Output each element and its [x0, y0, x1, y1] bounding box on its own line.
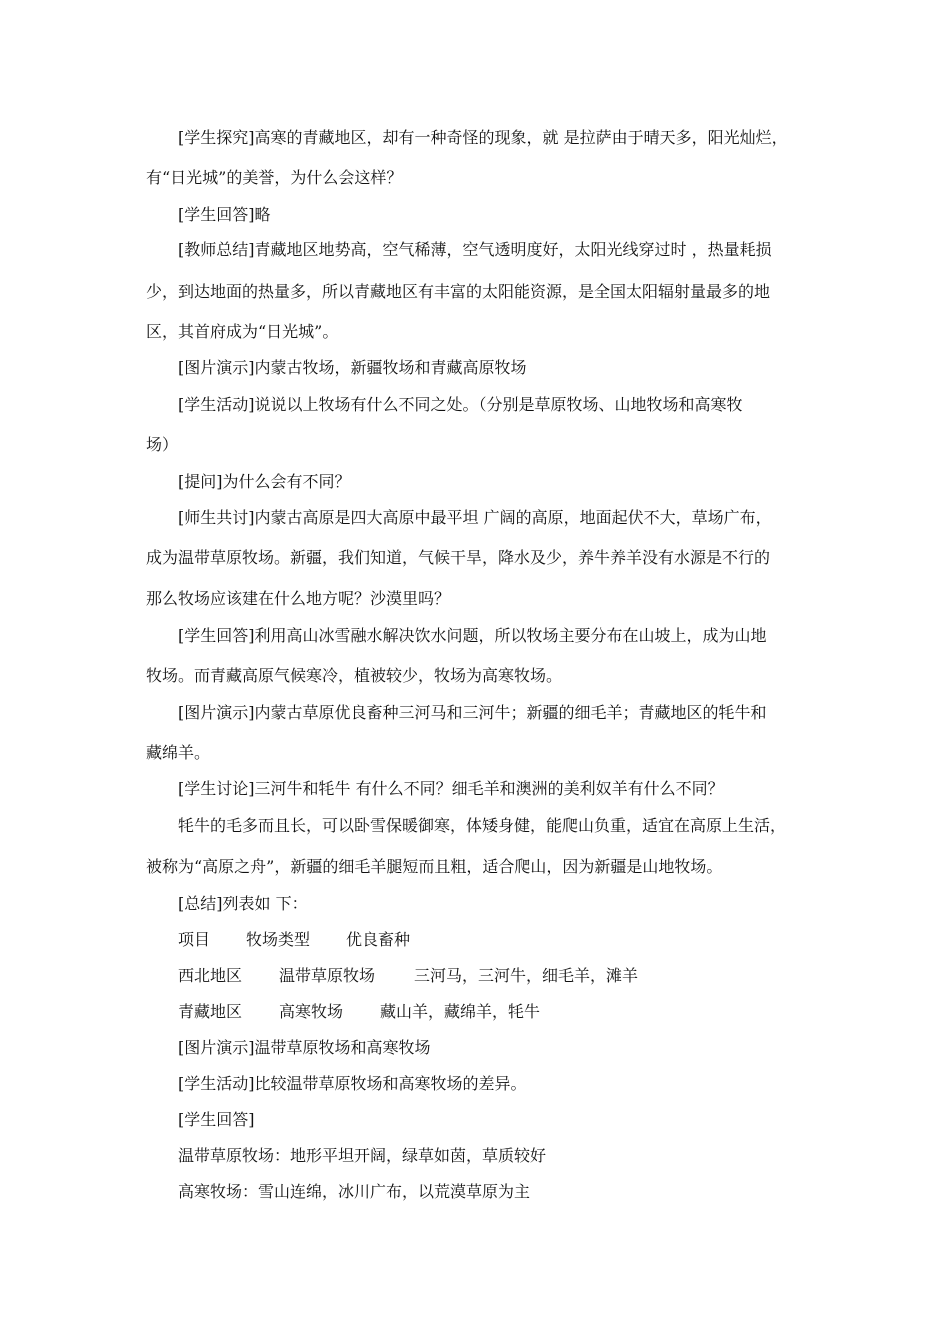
text-line: [图片演示]内蒙古草原优良畜种三河马和三河牛；新疆的细毛羊；青藏地区的牦牛和	[178, 703, 767, 722]
text-line: [图片演示]内蒙古牧场，新疆牧场和青藏高原牧场	[178, 358, 527, 377]
table-cell: 高寒牧场	[279, 1002, 344, 1021]
text-line: [学生回答]略	[178, 205, 271, 224]
text-line: 成为温带草原牧场。新疆，我们知道，气候干旱，降水及少，养牛养羊没有水源是不行的	[146, 548, 771, 567]
table-header-cell: 项目	[178, 930, 211, 949]
table-row	[178, 966, 638, 986]
text-line: 牧场。而青藏高原气候寒冷，植被较少，牧场为高寒牧场。	[146, 666, 563, 685]
table-cell: 青藏地区	[178, 1002, 243, 1021]
text-line: 温带草原牧场：地形平坦开阔，绿草如茵，草质较好	[178, 1146, 547, 1165]
text-line: [学生回答]	[178, 1110, 255, 1129]
text-line: [学生回答]利用高山冰雪融水解决饮水问题，所以牧场主要分布在山坡上，成为山地	[178, 626, 767, 645]
table-cell: 三河马，三河牛，细毛羊，滩羊	[414, 966, 639, 985]
text-line: [师生共讨]内蒙古高原是四大高原中最平坦 广阔的高原，地面起伏不大，草场广布，	[178, 508, 772, 527]
table-cell: 藏山羊，藏绵羊，牦牛	[380, 1002, 541, 1021]
text-line: 有“日光城”的美誉，为什么会这样？	[146, 168, 403, 187]
text-line: 牦牛的毛多而且长，可以卧雪保暖御寒，体矮身健，能爬山负重，适宜在高原上生活，	[178, 816, 787, 835]
text-line: 区，其首府成为“日光城”。	[146, 322, 339, 341]
text-line: [学生活动]比较温带草原牧场和高寒牧场的差异。	[178, 1074, 527, 1093]
text-line: 藏绵羊。	[146, 743, 211, 762]
table-row	[178, 1002, 540, 1022]
text-line: 被称为“高原之舟”，新疆的细毛羊腿短而且粗，适合爬山，因为新疆是山地牧场。	[146, 857, 723, 876]
table-header-cell: 优良畜种	[346, 930, 411, 949]
text-line: [学生活动]说说以上牧场有什么不同之处。（分别是草原牧场、山地牧场和高寒牧	[178, 395, 743, 414]
text-line: 场）	[146, 435, 179, 454]
text-line: [提问]为什么会有不同？	[178, 472, 351, 491]
text-line: 那么牧场应该建在什么地方呢？沙漠里吗？	[146, 589, 451, 608]
text-line: [教师总结]青藏地区地势高，空气稀薄，空气透明度好，太阳光线穿过时 ，热量耗损	[178, 240, 772, 259]
text-line: 少，到达地面的热量多，所以青藏地区有丰富的太阳能资源，是全国太阳辐射量最多的地	[146, 282, 771, 301]
table-header-row	[178, 930, 410, 950]
text-line: [图片演示]温带草原牧场和高寒牧场	[178, 1038, 431, 1057]
table-header-cell: 牧场类型	[246, 930, 311, 949]
table-cell: 西北地区	[178, 966, 243, 985]
text-line: 高寒牧场：雪山连绵，冰川广布，以荒漠草原为主	[178, 1182, 531, 1201]
text-line: [学生讨论]三河牛和牦牛 有什么不同？细毛羊和澳洲的美利奴羊有什么不同？	[178, 779, 724, 798]
text-line: [总结]列表如 下：	[178, 894, 308, 913]
table-cell: 温带草原牧场	[279, 966, 376, 985]
text-line: [学生探究]高寒的青藏地区，却有一种奇怪的现象，就 是拉萨由于晴天多，阳光灿烂，	[178, 128, 788, 147]
